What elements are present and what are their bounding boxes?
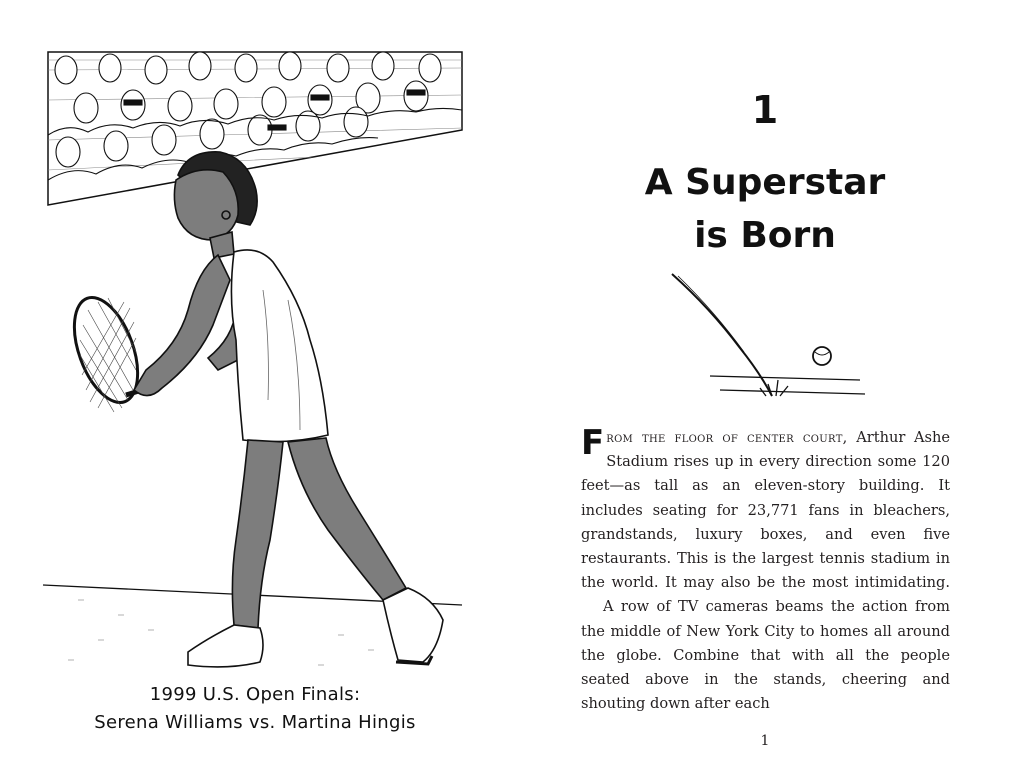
chapter-body-text <box>581 423 951 716</box>
paragraph-1-text: Arthur Ashe Stadium rises up in every direction some 120 feet—as tall as an eleven-story building. It includes seating for 23,771 fans in bleachers, grandstands, luxury boxes, and even five restaurants. This is the largest tennis stadium in the world. It may also be the most intimidating. <box>581 429 951 592</box>
drop-cap: F <box>581 423 605 463</box>
tennis-player-illustration <box>38 40 470 690</box>
page-number: 1 <box>760 733 770 749</box>
paragraph-1 <box>581 423 951 595</box>
paragraph-2: A row of TV cameras beams the action from the middle of New York City to homes all around the globe. Combine that with all the people seated above in the stands, cheering and shouting down after each <box>581 598 950 713</box>
chapter-title-line2: is Born <box>694 215 836 256</box>
tennis-ball-bounce-art <box>660 268 870 408</box>
illustration-caption-line2: Serena Williams vs. Martina Hingis <box>94 712 416 733</box>
illustration-caption-line1: 1999 U.S. Open Finals: <box>149 684 361 705</box>
chapter-title-line1: A Superstar <box>644 162 886 203</box>
crowd-drawing <box>48 52 462 205</box>
player-drawing <box>134 152 443 667</box>
chapter-number: 1 <box>751 88 779 132</box>
right-page <box>510 0 1020 783</box>
opening-small-caps: rom the floor of center court, <box>606 429 848 446</box>
